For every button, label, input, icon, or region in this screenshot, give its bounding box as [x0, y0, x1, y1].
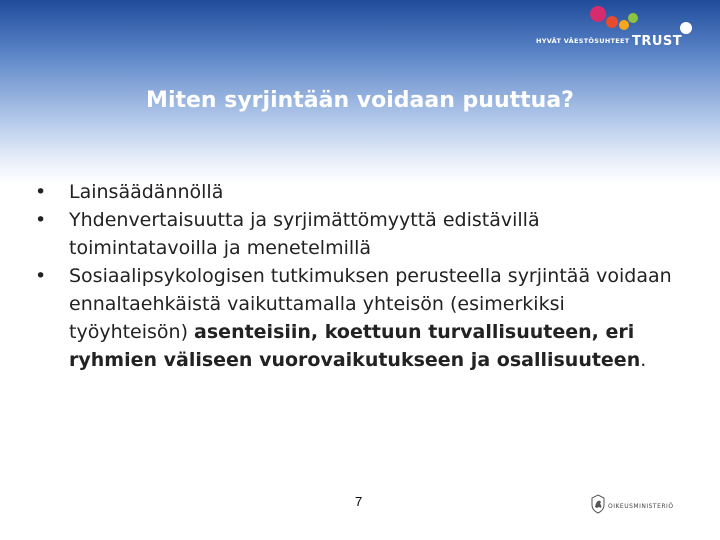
logo-subtitle: HYVÄT VÄESTÖSUHTEET [536, 37, 630, 45]
bullet-text: Sosiaalipsykologisen tutkimuksen perusteella syrjintää voidaan ennaltaehkäistä vaikuttamalla yhteisön (esimerkiksi työyhteisön) [69, 265, 672, 343]
ministry-logo [590, 494, 680, 516]
bullet-dot: • [35, 209, 47, 231]
bullet-item [35, 178, 675, 206]
bullet-list [35, 178, 675, 374]
logo-dot-white [680, 22, 692, 34]
bullet-dot: • [35, 265, 47, 287]
bullet-text: Yhdenvertaisuutta ja syrjimättömyyttä edistävillä toimintatavoilla ja menetelmillä [69, 209, 540, 259]
logo-dot-green [628, 13, 638, 23]
bullet-text-end: . [640, 349, 647, 371]
bullet-text-bold: asenteisiin, koettuun turvallisuuteen, eri ryhmien väliseen vuorovaikutukseen ja osallisuuteen [69, 321, 641, 371]
bullet-dot: • [35, 181, 47, 203]
logo-wordmark: TRUST [632, 34, 683, 49]
lion-crest-icon [590, 494, 606, 514]
bullet-item [35, 206, 675, 262]
bullet-text: Lainsäädännöllä [69, 181, 224, 203]
logo-dot-orange [619, 20, 629, 30]
trust-logo [530, 4, 700, 52]
logo-dot-magenta [590, 6, 606, 22]
ministry-name: OIKEUSMINISTERIÖ [608, 503, 674, 510]
logo-dot-red [606, 16, 618, 28]
page-number: 7 [355, 494, 363, 509]
slide-title: Miten syrjintään voidaan puuttua? [146, 88, 574, 113]
bullet-item [35, 262, 675, 374]
